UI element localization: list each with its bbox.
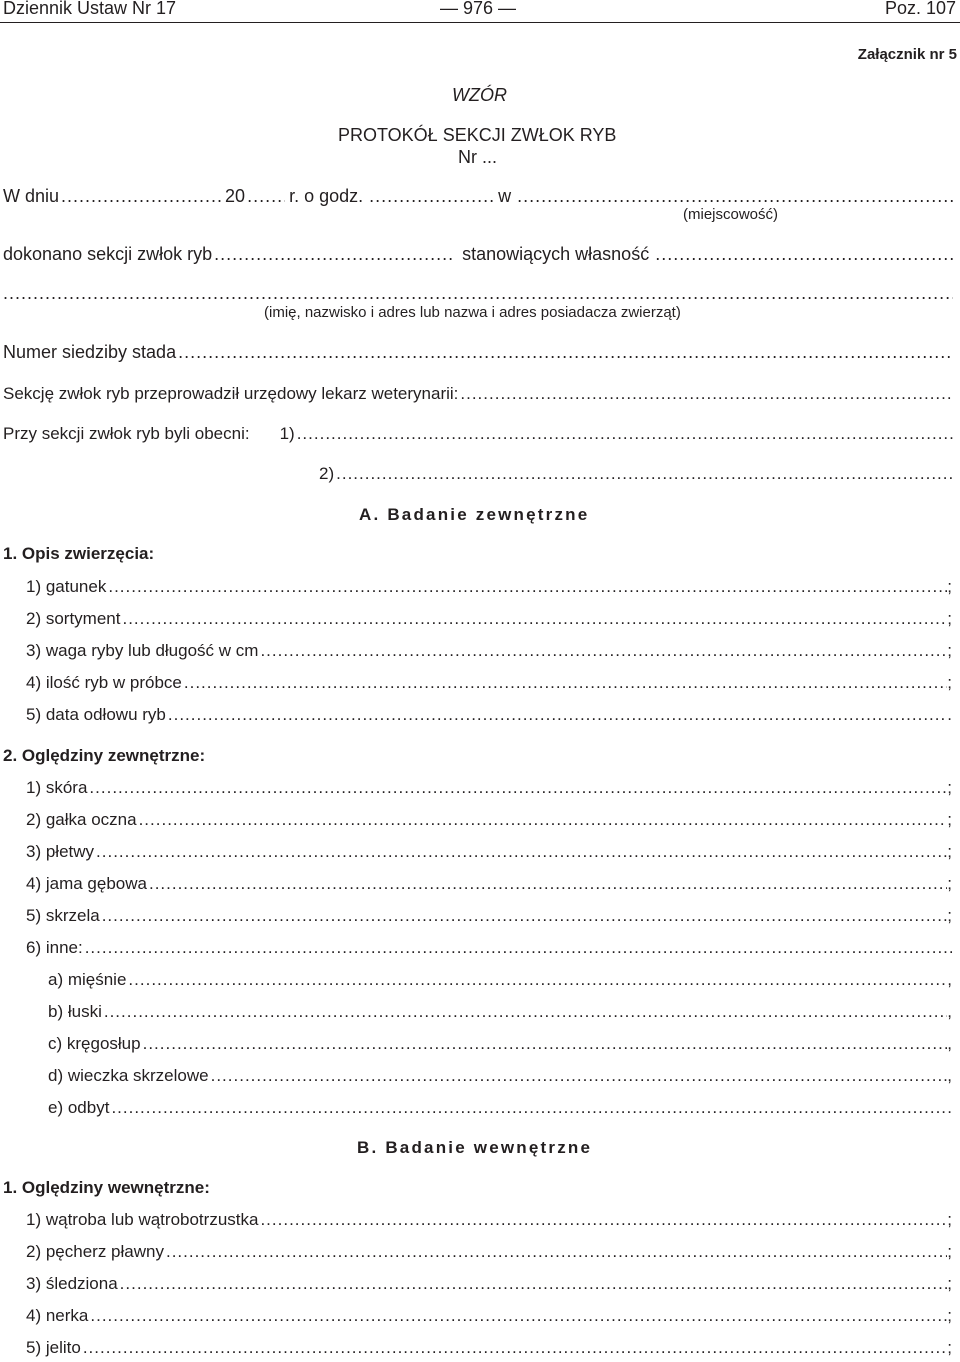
ogledziny-zew-item-label: 5) skrzela: [26, 906, 100, 925]
inne-subitem-label: e) odbyt: [48, 1098, 110, 1117]
opis-item-field[interactable]: [168, 705, 947, 725]
inne-subitem-label: c) kręgosłup: [48, 1034, 141, 1053]
inne-subitem-label: b) łuski: [48, 1002, 102, 1021]
fish-count-field[interactable]: [214, 244, 454, 265]
ogledziny-zew-item-label: 4) jama gębowa: [26, 874, 147, 893]
ogledziny-zew-item-field[interactable]: [96, 842, 947, 862]
ogledziny-wew-item-row: [26, 1306, 952, 1326]
protocol-title: PROTOKÓŁ SEKCJI ZWŁOK RYB: [338, 125, 617, 145]
siedziba-line: [3, 342, 953, 363]
present-2-number: 2): [319, 464, 335, 483]
opis-item-field[interactable]: [260, 641, 947, 661]
r-o-godz-label: r. o godz.: [289, 186, 364, 206]
year-label: 20: [225, 186, 246, 206]
inne-subitem-end-mark: ,: [947, 1066, 952, 1085]
ogledziny-wew-item-field[interactable]: [120, 1274, 948, 1294]
ogledziny-zew-item-row: [26, 906, 952, 926]
protocol-number: Nr ...: [458, 147, 497, 167]
present-label: Przy sekcji zwłok ryb byli obecni:: [3, 424, 250, 443]
inne-subitem-field[interactable]: [104, 1002, 947, 1022]
ogledziny-wew-item-row: [26, 1274, 952, 1294]
opis-item-label: 1) gatunek: [26, 577, 107, 596]
ogledziny-zew-item-end-mark: ;: [947, 778, 952, 797]
ogledziny-wew-item-end-mark: ;: [947, 1338, 952, 1357]
present-line-1: [3, 424, 953, 444]
w-label: w: [498, 186, 512, 206]
ogledziny-zew-item-end-mark: ;: [947, 874, 952, 893]
ogledziny-zew-item-end-mark: ;: [947, 842, 952, 861]
ogledziny-wew-title: 1. Oględziny wewnętrzne:: [3, 1178, 210, 1197]
ogledziny-zew-item-field[interactable]: [102, 906, 948, 926]
ogledziny-wew-item-field[interactable]: [90, 1306, 947, 1326]
present-2-field[interactable]: [336, 464, 953, 484]
inne-subitem-end-mark: ,: [947, 1034, 952, 1053]
inne-subitem-row: [48, 1002, 952, 1022]
section-b-heading: B. Badanie wewnętrzne: [357, 1138, 593, 1157]
ogledziny-wew-item-end-mark: ;: [947, 1242, 952, 1261]
position-number: Poz. 107: [884, 0, 956, 18]
opis-item-field[interactable]: [122, 609, 947, 629]
opis-item-row: [26, 673, 952, 693]
inne-subitem-field[interactable]: [143, 1034, 948, 1054]
ogledziny-wew-item-end-mark: ;: [947, 1274, 952, 1293]
inne-subitem-label: a) mięśnie: [48, 970, 127, 989]
hour-field[interactable]: [369, 186, 494, 207]
ogledziny-zew-item-field[interactable]: [149, 874, 947, 894]
vet-label: Sekcję zwłok ryb przeprowadził urzędowy lekarz weterynarii:: [3, 384, 459, 403]
dokonano-line: [3, 244, 953, 265]
ogledziny-wew-item-label: 5) jelito: [26, 1338, 81, 1357]
ogledziny-zew-item-row: [26, 778, 952, 798]
owner-line: [3, 283, 953, 304]
place-field[interactable]: [517, 186, 953, 207]
ogledziny-zew-item-end-mark: ;: [947, 810, 952, 829]
inne-subitem-field[interactable]: [128, 970, 947, 990]
opis-item-field[interactable]: [184, 673, 947, 693]
ogledziny-zew-item-row: [26, 842, 952, 862]
inne-subitem-row: [48, 1066, 952, 1086]
siedziba-label: Numer siedziby stada: [3, 342, 177, 362]
dokonano-label: dokonano sekcji zwłok ryb: [3, 244, 213, 264]
section-a-heading: A. Badanie zewnętrzne: [359, 505, 590, 524]
ogledziny-zew-item-field[interactable]: [89, 778, 947, 798]
vet-line: [3, 384, 953, 404]
ogledziny-zew-item-label: 1) skóra: [26, 778, 88, 797]
opis-item-end-mark: ;: [947, 577, 952, 596]
opis-item-end-mark: ;: [947, 609, 952, 628]
opis-title: 1. Opis zwierzęcia:: [3, 544, 155, 563]
header-rule: [0, 22, 960, 23]
inne-subitem-row: [48, 1034, 952, 1054]
opis-item-row: [26, 641, 952, 661]
wzor-label: WZÓR: [452, 85, 507, 105]
ogledziny-zew-item-label: 6) inne:: [26, 938, 83, 957]
ogledziny-zew-item-row: [26, 874, 952, 894]
ogledziny-zew-title: 2. Oględziny zewnętrzne:: [3, 746, 206, 765]
ogledziny-wew-item-label: 3) śledziona: [26, 1274, 118, 1293]
w-dniu-label: W dniu: [3, 186, 60, 206]
annex-label: Załącznik nr 5: [857, 46, 957, 63]
opis-item-end-mark: .: [947, 705, 952, 724]
inne-subitem-row: [48, 1098, 952, 1118]
page-number: — 976 —: [440, 0, 517, 18]
ogledziny-zew-item-field[interactable]: [85, 938, 952, 958]
inne-subitem-label: d) wieczka skrzelowe: [48, 1066, 209, 1085]
owner-field-2[interactable]: [3, 283, 953, 304]
day-field[interactable]: [61, 186, 221, 207]
ogledziny-wew-item-field[interactable]: [166, 1242, 947, 1262]
ogledziny-wew-item-label: 4) nerka: [26, 1306, 89, 1325]
opis-item-row: [26, 577, 952, 597]
ogledziny-wew-item-label: 2) pęcherz pławny: [26, 1242, 164, 1261]
ogledziny-wew-item-end-mark: ;: [947, 1210, 952, 1229]
opis-item-end-mark: ;: [947, 673, 952, 692]
date-place-line: [3, 186, 953, 207]
ogledziny-zew-item-label: 2) gałka oczna: [26, 810, 137, 829]
ogledziny-wew-item-label: 1) wątroba lub wątrobotrzustka: [26, 1210, 259, 1229]
siedziba-field[interactable]: [178, 342, 953, 363]
ogledziny-wew-item-row: [26, 1210, 952, 1230]
opis-item-row: [26, 609, 952, 629]
inne-subitem-end-mark: ,: [947, 970, 952, 989]
ogledziny-zew-item-label: 3) płetwy: [26, 842, 95, 861]
inne-subitem-row: [48, 970, 952, 990]
vet-field[interactable]: [460, 384, 953, 404]
year-field[interactable]: [247, 186, 285, 207]
place-caption: (miejscowość): [683, 206, 779, 223]
opis-item-label: 2) sortyment: [26, 609, 121, 628]
ogledziny-zew-item-end-mark: ;: [947, 906, 952, 925]
present-line-2: [319, 464, 953, 484]
opis-item-end-mark: ;: [947, 641, 952, 660]
opis-item-row: [26, 705, 952, 725]
opis-item-label: 3) waga ryby lub długość w cm: [26, 641, 259, 660]
inne-subitem-end-mark: ,: [947, 1002, 952, 1021]
ogledziny-wew-item-field[interactable]: [260, 1210, 947, 1230]
opis-item-label: 4) ilość ryb w próbce: [26, 673, 182, 692]
ogledziny-wew-item-row: [26, 1338, 952, 1358]
owner-field-1[interactable]: [655, 244, 953, 265]
opis-item-field[interactable]: [108, 577, 947, 597]
inne-subitem-end-mark: .: [947, 1098, 952, 1117]
owner-caption: (imię, nazwisko i adres lub nazwa i adres posiadacza zwierząt): [264, 304, 681, 321]
ogledziny-wew-item-field[interactable]: [83, 1338, 947, 1358]
inne-subitem-field[interactable]: [111, 1098, 947, 1118]
journal-title: Dziennik Ustaw Nr 17: [3, 0, 177, 18]
inne-subitem-field[interactable]: [211, 1066, 948, 1086]
stanowiacych-label: stanowiących własność: [462, 244, 650, 264]
opis-item-label: 5) data odłowu ryb: [26, 705, 166, 724]
ogledziny-zew-item-field[interactable]: [139, 810, 948, 830]
present-1-number: 1): [279, 424, 295, 443]
ogledziny-wew-item-row: [26, 1242, 952, 1262]
ogledziny-zew-item-row: [26, 810, 952, 830]
ogledziny-wew-item-end-mark: ;: [947, 1306, 952, 1325]
ogledziny-zew-item-row: [26, 938, 952, 958]
present-1-field[interactable]: [297, 424, 953, 444]
